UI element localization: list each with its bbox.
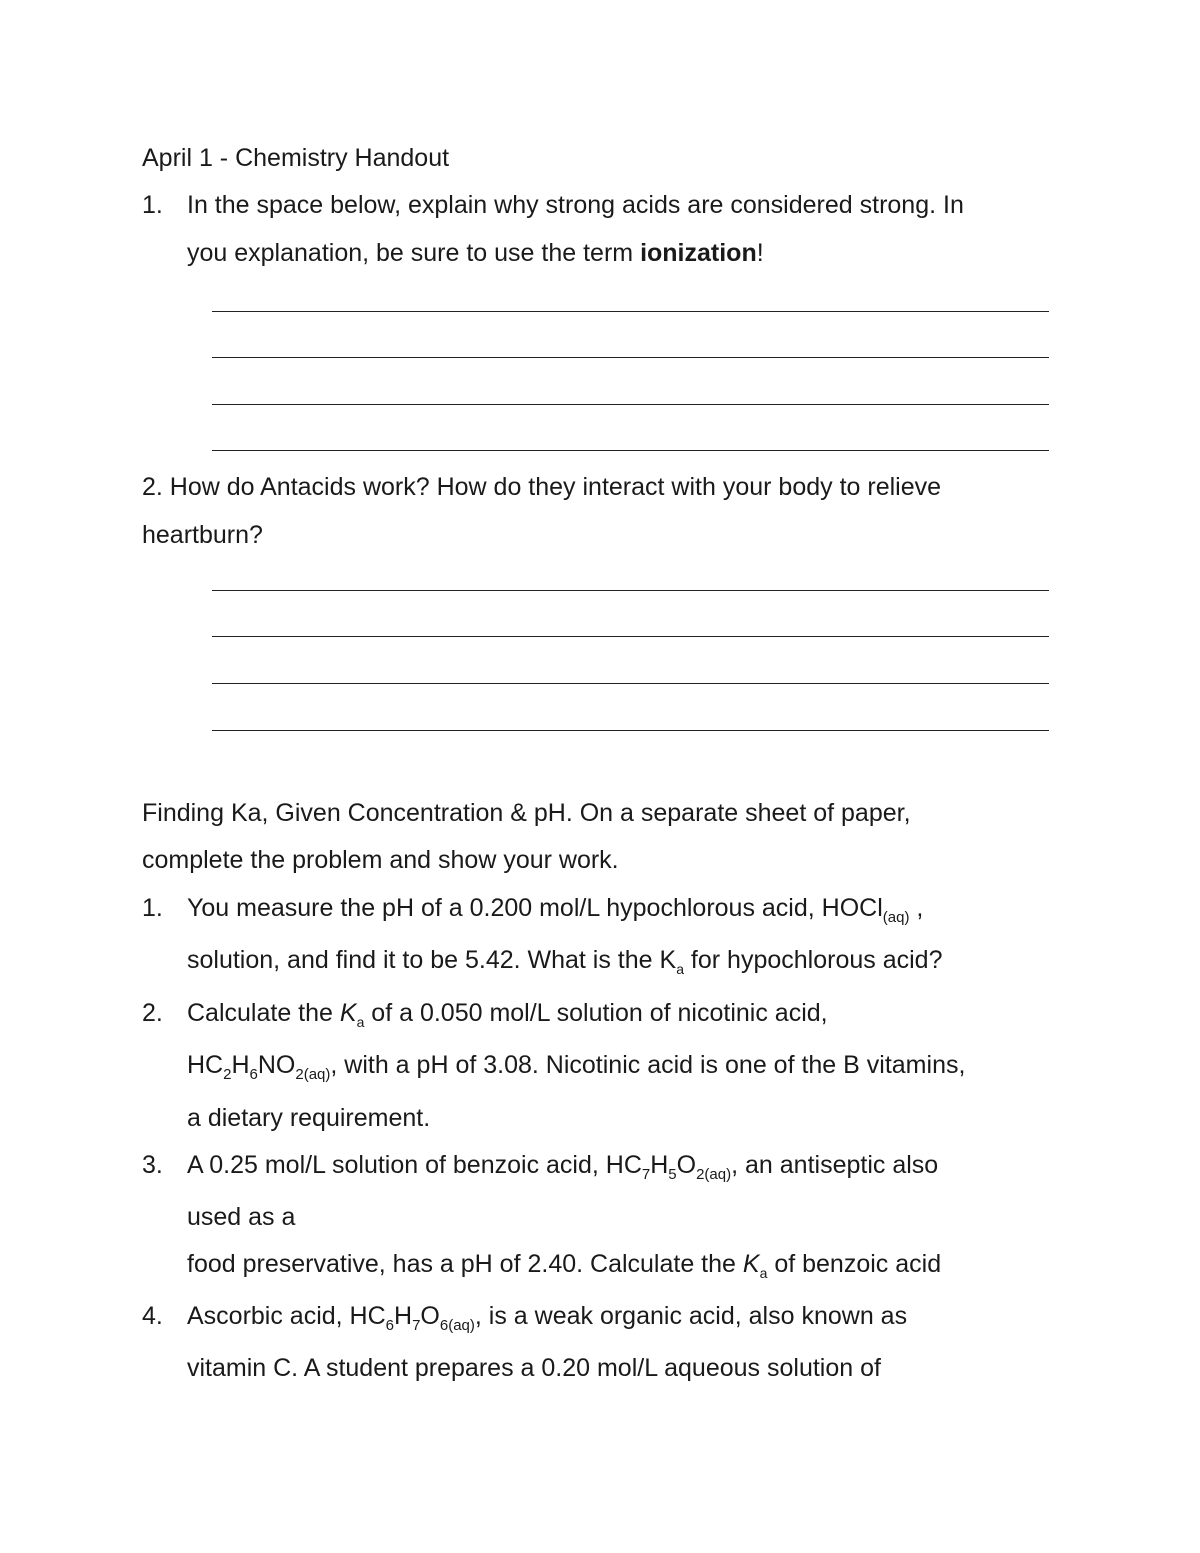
answer-line[interactable]	[212, 450, 1049, 451]
answer-line[interactable]	[212, 636, 1049, 637]
answer-line[interactable]	[212, 404, 1049, 405]
answer-line[interactable]	[212, 357, 1049, 358]
question-1-line-2: you explanation, be sure to use the term ionization!	[187, 239, 764, 267]
problem-2-line-2: $HC_2H_6NO_{2(aq)}$, with a pH of 3.08. Nicotinic acid is one of the B vitamins,	[187, 1051, 966, 1083]
question-1-line-1: In the space below, explain why strong acids are considered strong. In	[187, 191, 964, 219]
problem-4-line-2: vitamin C. A student prepares a 0.20 mol/L aqueous solution of	[187, 1354, 881, 1382]
section-heading-line-2: complete the problem and show your work.	[142, 846, 619, 874]
question-2-line-1: 2. How do Antacids work? How do they interact with your body to relieve	[142, 473, 942, 501]
problem-3-number: 3.	[142, 1151, 163, 1179]
answer-line[interactable]	[212, 311, 1049, 312]
ionization-term: ionization	[640, 239, 757, 267]
problem-1-number: 1.	[142, 894, 163, 922]
answer-line[interactable]	[212, 730, 1049, 731]
problem-2-line-3: a dietary requirement.	[187, 1104, 431, 1132]
answer-line[interactable]	[212, 683, 1049, 684]
problem-2-line-1: Calculate the $K_a$ of a 0.050 mol/L solution of nicotinic acid,	[187, 999, 828, 1030]
page-title: April 1 - Chemistry Handout	[142, 144, 450, 172]
problem-3-line-1: A 0.25 mol/L solution of benzoic acid, $HC_7H_5O_{2(aq)}$, an antiseptic also	[187, 1151, 939, 1183]
problem-3-line-2: used as a	[187, 1203, 296, 1231]
question-2-line-2: heartburn?	[142, 521, 263, 549]
problem-1-line-2: solution, and find it to be 5.42. What is the $K_a$ for hypochlorous acid?	[187, 946, 943, 977]
section-heading-line-1: Finding Ka, Given Concentration & pH. On a separate sheet of paper,	[142, 799, 911, 827]
problem-2-number: 2.	[142, 999, 163, 1027]
answer-line[interactable]	[212, 590, 1049, 591]
problem-3-line-3: food preservative, has a pH of 2.40. Calculate the $K_a$ of benzoic acid	[187, 1250, 942, 1281]
question-1-number: 1.	[142, 191, 163, 219]
problem-4-number: 4.	[142, 1302, 163, 1330]
problem-1-line-1: You measure the pH of a 0.200 mol/L hypochlorous acid, HOCl$_{(aq)}$ ,	[187, 894, 924, 926]
problem-4-line-1: Ascorbic acid, $HC_6H_7O_{6(aq)}$, is a weak organic acid, also known as	[187, 1302, 908, 1334]
